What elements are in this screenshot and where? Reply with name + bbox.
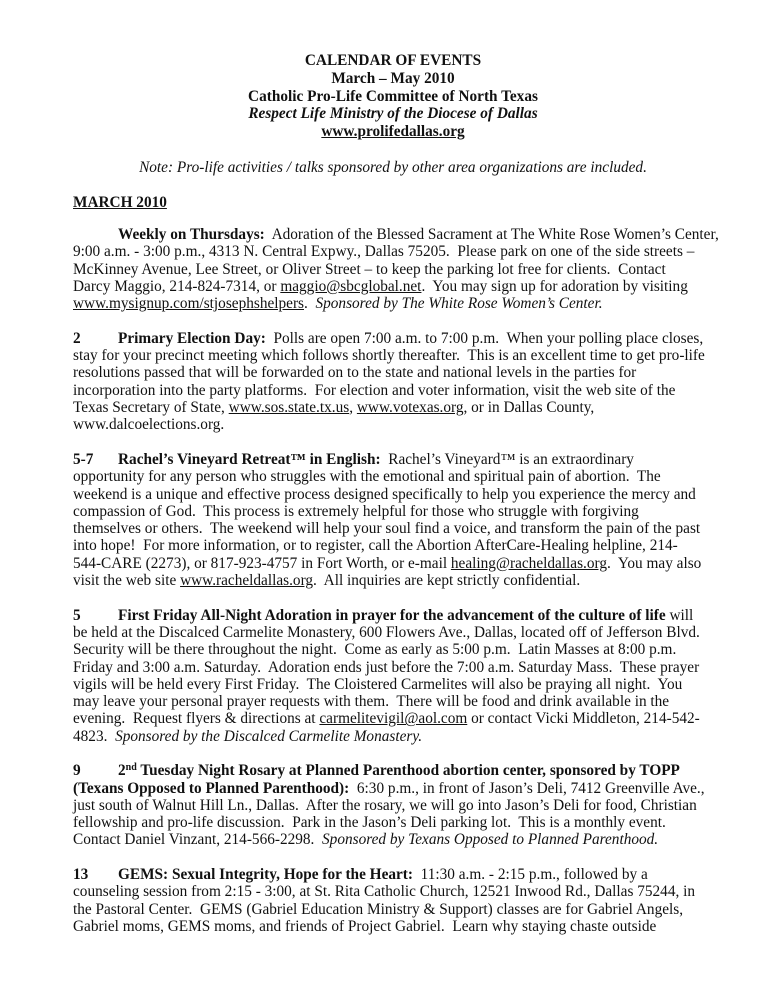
text-segment: 2 xyxy=(118,762,126,780)
text-segment: 9:00 a.m. - 3:00 p.m., 4313 N. Central Expwy., Dallas 75205. Please park on one of the side streets – xyxy=(73,243,695,261)
event-entry xyxy=(73,762,713,848)
event-entry xyxy=(73,330,713,434)
text-line xyxy=(73,243,713,260)
event-entry xyxy=(73,451,713,589)
text-line xyxy=(73,451,713,468)
text-line xyxy=(73,831,713,848)
text-line xyxy=(73,918,713,935)
link[interactable]: www.sos.state.tx.us xyxy=(228,399,350,417)
text-line xyxy=(73,261,713,278)
event-date: 5-7 xyxy=(73,450,94,468)
text-segment: Rachel’s Vineyard Retreat™ in English: xyxy=(118,450,381,468)
text-segment: Sponsored by The White Rose Women’s Center. xyxy=(315,295,603,313)
text-segment: or contact Vicki Middleton, 214-542- xyxy=(467,710,700,728)
text-segment: . You may also xyxy=(606,554,702,572)
text-segment: Tuesday Night Rosary at Planned Parenthood abortion center, sponsored by TOPP xyxy=(136,762,680,780)
text-segment: First Friday All-Night Adoration in prayer for the advancement of the culture of life xyxy=(118,606,666,624)
link[interactable]: maggio@sbcglobal.net xyxy=(280,277,422,295)
ministry-name: Respect Life Ministry of the Diocese of Dallas xyxy=(248,105,538,123)
text-line xyxy=(73,762,713,779)
event-date: 2 xyxy=(73,329,81,347)
text-segment: GEMS: Sexual Integrity, Hope for the Heart: xyxy=(118,866,413,884)
text-segment: , xyxy=(349,399,357,417)
text-segment: (Texans Opposed to Planned Parenthood): xyxy=(73,779,350,797)
event-entry xyxy=(73,607,713,745)
text-line xyxy=(73,278,713,295)
text-segment: may leave your personal prayer requests with them. There will be food and drink available in the xyxy=(73,693,670,711)
organization-name: Catholic Pro-Life Committee of North Texas xyxy=(248,87,538,105)
text-segment: into hope! For more information, or to register, call the Abortion AfterCare-Healing helpline, 214- xyxy=(73,537,678,555)
text-segment: Adoration of the Blessed Sacrament at The White Rose Women’s Center, xyxy=(264,226,719,244)
text-line xyxy=(73,486,713,503)
text-segment: Rachel’s Vineyard™ is an extraordinary xyxy=(380,450,634,468)
text-segment: vigils will be held every First Friday. The Cloistered Carmelites will also be praying all night. You xyxy=(73,675,683,693)
text-segment: counseling session from 2:15 - 3:00, at St. Rita Catholic Church, 12521 Inwood Rd., Dallas 75244, in xyxy=(73,883,696,901)
event-date: 13 xyxy=(73,866,89,884)
event-date: 9 xyxy=(73,762,81,780)
note-text: Note: Pro-life activities / talks sponsored by other area organizations are included. xyxy=(139,158,647,176)
text-segment: nd xyxy=(125,762,137,774)
website-link[interactable]: www.prolifedallas.org xyxy=(321,123,465,141)
text-segment: fellowship and pro-life discussion. Park in the Jason’s Deli parking lot. This is a monthly event. xyxy=(73,814,666,832)
text-line xyxy=(73,295,713,312)
text-segment: www.dalcoelections.org. xyxy=(73,416,225,434)
text-segment: weekend is a unique and effective process designed specifically to help you experience the mercy and xyxy=(73,485,696,503)
text-segment: will xyxy=(665,606,694,624)
document-title: CALENDAR OF EVENTS xyxy=(304,52,482,69)
text-line xyxy=(73,607,713,624)
text-line xyxy=(73,416,713,433)
text-segment: 6:30 p.m., in front of Jason’s Deli, 7412 Greenville Ave., xyxy=(349,779,705,797)
text-line xyxy=(73,399,713,416)
text-segment: themselves or others. The weekend will help your soul find a voice, and transform the pain of the past xyxy=(73,520,701,538)
text-line xyxy=(73,814,713,831)
text-segment: be held at the Discalced Carmelite Monastery, 600 Flowers Ave., Dallas, located off of Jefferson Blvd. xyxy=(73,623,700,641)
text-line xyxy=(73,347,713,364)
text-line xyxy=(73,676,713,693)
text-segment: , or in Dallas County, xyxy=(463,399,595,417)
text-line xyxy=(73,728,713,745)
text-segment: just south of Walnut Hill Ln., Dallas. After the rosary, we will go into Jason’s Deli for food, Christian xyxy=(73,796,697,814)
text-segment: compassion of God. This process is extremely helpful for those who struggle with forgiving xyxy=(73,502,639,520)
text-segment: 544-CARE (2273), or 817-923-4757 in Fort Worth, or e-mail xyxy=(73,554,451,572)
text-segment: stay for your precinct meeting which follows shortly thereafter. This is an excellent time to get pro-life xyxy=(73,347,705,365)
text-line xyxy=(73,503,713,520)
link[interactable]: www.racheldallas.org xyxy=(180,572,314,590)
link[interactable]: healing@racheldallas.org xyxy=(450,554,607,572)
event-entry xyxy=(73,866,713,935)
text-line xyxy=(73,468,713,485)
text-line xyxy=(73,641,713,658)
event-entry xyxy=(73,226,719,313)
link[interactable]: www.votexas.org xyxy=(356,399,464,417)
text-segment: Gabriel moms, GEMS moms, and friends of Project Gabriel. Learn why staying chaste outside xyxy=(73,917,657,935)
text-line xyxy=(73,226,719,244)
link[interactable]: www.mysignup.com/stjosephshelpers xyxy=(73,295,304,313)
text-segment: Security will be there throughout the night. Come as early as 5:00 p.m. Latin Masses at 8:00 p.m. xyxy=(73,641,677,659)
text-line xyxy=(73,382,713,399)
text-segment: Friday and 3:00 a.m. Saturday. Adoration ends just before the 7:00 a.m. Saturday Mass. These prayer xyxy=(73,658,700,676)
text-segment: McKinney Avenue, Lee Street, or Oliver Street – to keep the parking lot free for clients. Contact xyxy=(73,260,666,278)
text-line xyxy=(73,710,713,727)
text-segment: opportunity for any person who struggles with the emotional and spiritual pain of abortion. The xyxy=(73,468,661,486)
text-segment: Primary Election Day: xyxy=(118,329,266,347)
text-segment: Sponsored by Texans Opposed to Planned Parenthood. xyxy=(322,831,659,849)
text-line xyxy=(73,797,713,814)
text-segment: . xyxy=(304,295,316,313)
text-segment: 4823. xyxy=(73,727,116,745)
text-line xyxy=(73,901,713,918)
text-segment: the Pastoral Center. GEMS (Gabriel Education Ministry & Support) classes are for Gabriel Angels, xyxy=(73,900,684,918)
text-line xyxy=(73,780,713,797)
text-segment: Weekly on Thursdays: xyxy=(118,226,265,244)
event-date: 5 xyxy=(73,606,81,624)
event-list xyxy=(73,226,719,935)
text-line xyxy=(73,866,713,883)
text-line xyxy=(73,520,713,537)
month-heading: MARCH 2010 xyxy=(73,193,167,211)
text-line xyxy=(73,330,713,347)
text-segment: Texas Secretary of State, xyxy=(73,399,229,417)
date-range: March – May 2010 xyxy=(331,69,455,87)
text-segment: . You may sign up for adoration by visiting xyxy=(421,277,688,295)
text-line xyxy=(73,883,713,900)
text-segment: Polls are open 7:00 a.m. to 7:00 p.m. When your polling place closes, xyxy=(265,329,704,347)
text-segment: visit the web site xyxy=(73,572,181,590)
text-line xyxy=(73,572,713,589)
text-segment: 11:30 a.m. - 2:15 p.m., followed by a xyxy=(413,866,648,884)
text-segment: incorporation into the party platforms. For election and voter information, visit the web site of the xyxy=(73,381,676,399)
link[interactable]: carmelitevigil@aol.com xyxy=(319,710,468,728)
text-line xyxy=(73,364,713,381)
document-page xyxy=(73,52,719,953)
text-segment: resolutions passed that will be forwarded on to the state and national levels in the parties for xyxy=(73,364,637,382)
text-line xyxy=(73,693,713,710)
text-line xyxy=(73,659,713,676)
text-segment: . All inquiries are kept strictly confidential. xyxy=(313,572,581,590)
text-segment: Contact Daniel Vinzant, 214-566-2298. xyxy=(73,831,323,849)
text-segment: Darcy Maggio, 214-824-7314, or xyxy=(73,277,281,295)
text-line xyxy=(73,624,713,641)
text-line xyxy=(73,555,713,572)
text-segment: evening. Request flyers & directions at xyxy=(73,710,320,728)
text-segment: Sponsored by the Discalced Carmelite Monastery. xyxy=(115,727,423,745)
text-line xyxy=(73,537,713,554)
